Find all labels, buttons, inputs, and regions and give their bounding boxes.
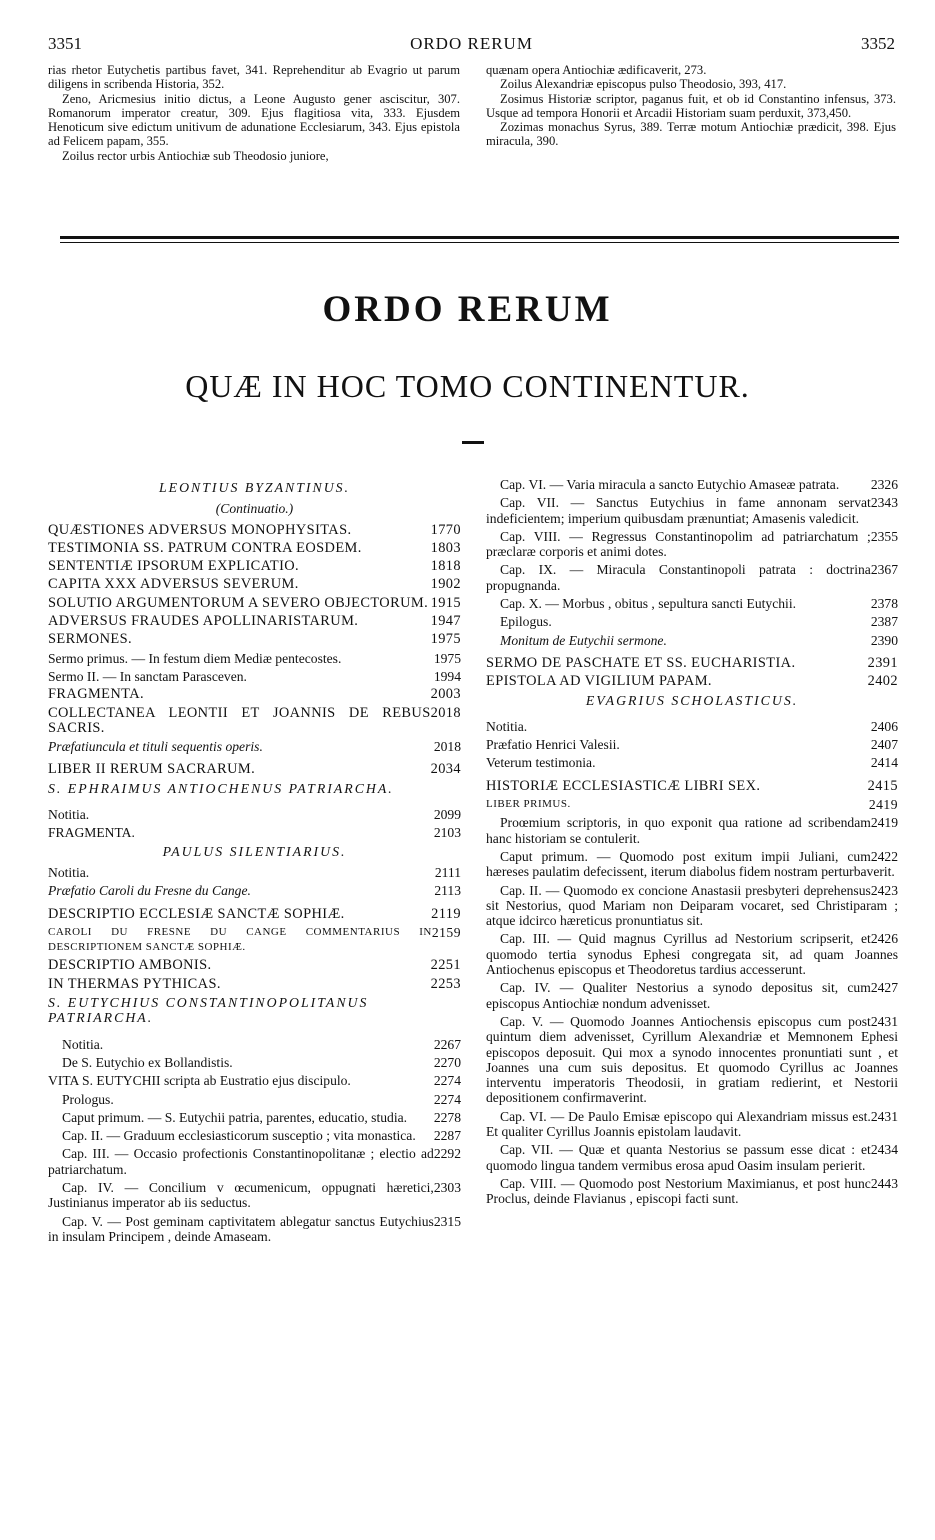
- toc-entry-title: Cap. III. — Quid magnus Cyrillus ad Nestorium scripserit, et quomodo tertia synodus Ephesi congregata sit, ad quam Joannes Antiochenus episcopus et Theodoretus tardius accesserunt.: [486, 931, 898, 978]
- page-title: ORDO RERUM: [322, 289, 613, 330]
- toc-entry: [486, 596, 898, 611]
- index-paragraph: Zosimus Historiæ scriptor, paganus fuit, et ob id Constantino infensus, 373. Usque ad tempora Honorii et Arcadii Historiam suam perduxit, 373,450.: [486, 91, 896, 120]
- toc-entry: [486, 1142, 898, 1173]
- toc-entry: [486, 562, 898, 593]
- toc-entry-title: Cap. X. — Morbus , obitus , sepultura sancti Eutychii.: [500, 596, 797, 612]
- toc-entry: [486, 815, 898, 846]
- section-heading-evagrius: EVAGRIUS SCHOLASTICUS.: [585, 692, 799, 708]
- toc-page-number: 2414: [870, 755, 898, 771]
- toc-entry-title: Cap. II. — Quomodo ex concione Anastasii presbyteri deprehensus sit Nestorius, quod Mariam non Deiparam vocaret, sed Christiparam ; atque idcirco hæreticus pronuntiatus sit.: [486, 882, 898, 929]
- toc-entry: [486, 1176, 898, 1207]
- toc-entry-title: DESCRIPTIO AMBONIS.: [48, 957, 212, 974]
- toc-page-number: 2419: [870, 815, 898, 831]
- toc-entry: [48, 669, 461, 684]
- toc-page-number: 2423: [870, 882, 898, 898]
- toc-page-number: 1975: [430, 631, 461, 648]
- toc-entry-title: Sermo II. — In sanctam Parasceven.: [48, 668, 247, 684]
- toc-entry-title: Præfatio Henrici Valesii.: [486, 737, 620, 753]
- toc-page-number: 2422: [870, 848, 898, 864]
- toc-page-number: 2426: [870, 931, 898, 947]
- leontius-sermo-entries: [48, 651, 461, 685]
- right-page-number: 3352: [861, 34, 895, 53]
- toc-entry-title: SOLUTIO ARGUMENTORUM A SEVERO OBJECTORUM.: [48, 594, 429, 611]
- eutychius-entries: [48, 1037, 461, 1071]
- toc-page-number: 1994: [433, 668, 461, 684]
- toc-entry: [486, 883, 898, 929]
- toc-entry: [48, 523, 461, 538]
- eutychius-chapter-entries: [48, 1110, 461, 1244]
- toc-entry: [486, 980, 898, 1011]
- toc-page-number: 1803: [430, 539, 461, 556]
- toc-entry-title: Cap. VII. — Quæ et quanta Nestorius se passum esse dicat : et quomodo lingua tandem vermibus erosa apud Oasim insulam perierit.: [486, 1142, 871, 1173]
- toc-entry: [48, 807, 461, 822]
- toc-entry-title: TESTIMONIA SS. PATRUM CONTRA EOSDEM.: [48, 539, 362, 556]
- toc-page-number: 2003: [430, 686, 461, 703]
- toc-page-number: 2427: [870, 980, 898, 996]
- toc-page-number: 2287: [433, 1128, 461, 1144]
- toc-page-number: 2343: [870, 495, 898, 511]
- toc-entry-title: Cap. IV. — Concilium v œcumenicum, oppugnati hæretici, Justinianus imperator ab iis seductus.: [48, 1179, 434, 1211]
- toc-entry-title: IN THERMAS PYTHICAS.: [48, 975, 221, 992]
- running-head: [48, 34, 895, 54]
- toc-entry: [48, 559, 461, 574]
- toc-page-number: 2434: [870, 1142, 898, 1158]
- toc-entry-title: FRAGMENTA.: [48, 825, 135, 841]
- toc-entry: 2111 Notitia.: [48, 864, 461, 880]
- toc-page-number: 2018: [430, 704, 461, 721]
- title-dash-divider: [462, 441, 484, 444]
- toc-page-number: 2251: [430, 957, 461, 974]
- toc-entry: [486, 529, 898, 560]
- toc-entry: [486, 737, 898, 752]
- toc-entry-title: Cap. V. — Post geminam captivitatem ablegatur sanctus Eutychius in insulam Principem , deinde Amaseam.: [48, 1213, 434, 1244]
- toc-entry: [48, 1128, 461, 1143]
- toc-page-number: 2407: [870, 737, 898, 753]
- toc-entry: [48, 1146, 461, 1177]
- toc-entry-title: Cap. IX. — Miracula Constantinopoli patrata : doctrina propugnanda.: [486, 562, 871, 593]
- toc-page-number: 2253: [430, 975, 461, 992]
- toc-entry: [48, 541, 461, 556]
- toc-entry: [48, 632, 461, 647]
- toc-entry: [486, 1109, 898, 1140]
- toc-page-number: 2367: [870, 562, 898, 578]
- toc-entry-title: Cap. VII. — Sanctus Eutychius in fame annonam servat indeficientem; imperium quibusdam prænuntiat; Amasenis valedicit.: [486, 495, 871, 526]
- toc-entry-title: CAPITA XXX ADVERSUS SEVERUM.: [48, 576, 299, 593]
- index-paragraph: Zeno, Aricmesius initio dictus, a Leone Augusto gener asciscitur, 307. Romanorum imperator creatur, 309. Ejus flagitiosa vita, 333. Ejusdem Henoticum sive edictum unitivum de adunatione Ecclesiarum, 343. Ejus epistola ad Felicem papam, 355.: [48, 91, 460, 149]
- toc-entry: 2034 LIBER II RERUM SACRARUM.: [48, 761, 461, 778]
- toc-entry-title: Notitia.: [486, 718, 528, 734]
- toc-entry: [48, 1214, 461, 1245]
- toc-page-number: 2355: [870, 528, 898, 544]
- evagrius-chapter-entries: [486, 815, 898, 1206]
- paulus-entries: [48, 958, 461, 992]
- toc-entry: [48, 651, 461, 666]
- toc-entry: 2391 SERMO DE PASCHATE ET SS. EUCHARISTIA.: [486, 654, 898, 671]
- toc-page-number: 2431: [870, 1013, 898, 1029]
- toc-entry: [48, 596, 461, 611]
- toc-entry-title: QUÆSTIONES ADVERSUS MONOPHYSITAS.: [48, 521, 352, 538]
- toc-entry-title: Cap. II. — Graduum ecclesiasticorum susceptio ; vita monastica.: [62, 1128, 416, 1144]
- toc-entry: [48, 1055, 461, 1070]
- toc-entry-title: Notitia.: [62, 1036, 104, 1052]
- toc-entry: 2415 HISTORIÆ ECCLESIASTICÆ LIBRI SEX.: [486, 777, 898, 794]
- toc-page-number: 2315: [433, 1213, 461, 1229]
- toc-entry-title: FRAGMENTA.: [48, 686, 144, 703]
- toc-entry: [48, 687, 461, 702]
- toc-entry: [486, 719, 898, 734]
- toc-entry: [486, 931, 898, 977]
- leontius-fragment-entries: [48, 687, 461, 736]
- toc-entry: 2402 EPISTOLA AD VIGILIUM PAPAM.: [486, 673, 898, 690]
- evagrius-entries: [486, 719, 898, 771]
- toc-entry: [48, 958, 461, 973]
- section-heading-leontius: LEONTIUS BYZANTINUS.: [158, 480, 351, 495]
- toc-page-number: 1770: [430, 521, 461, 538]
- toc-page-number: 2443: [870, 1175, 898, 1191]
- toc-entry-title: SERMONES.: [48, 631, 132, 648]
- toc-entry-title: ADVERSUS FRAUDES APOLLINARISTARUM.: [48, 613, 359, 630]
- toc-entry-title: SENTENTIÆ IPSORUM EXPLICATIO.: [48, 558, 300, 575]
- toc-entry-title: Cap. V. — Quomodo Joannes Antiochensis episcopus cum post quintum diem advenisset, Cyrillum Alexandriæ et Memnonem Ephesi episcopos deposuit. Qui mox a synodo innocentes pronuntiati sunt , et Joannes una cum suis depositus. Et quomodo Cyrillus ac Joannes interventu imperatoris Theodosii, in gratiam redierint, et Nestorii depositionem confirmaverint.: [486, 1013, 898, 1106]
- index-paragraph: Zoilus Alexandriæ episcopus pulso Theodosio, 393, 417.: [500, 77, 787, 92]
- toc-entry-title: Veterum testimonia.: [486, 755, 596, 771]
- toc-entry-title: Cap. VIII. — Regressus Constantinopolim ad patriarchatum ; præclaræ corporis et animi dotes.: [486, 528, 871, 560]
- toc-entry: 2387 Epilogus.: [500, 614, 898, 630]
- toc-entry-title: COLLECTANEA LEONTII ET JOANNIS DE REBUS SACRIS.: [48, 704, 431, 736]
- toc-page-number: 2326: [870, 477, 898, 492]
- index-paragraph: rias rhetor Eutychetis partibus favet, 341. Reprehenditur ab Evagrio ut parum diligens in scribenda Historia, 352.: [48, 63, 460, 92]
- toc-page-number: 2099: [433, 807, 461, 823]
- contents-right-column: [486, 477, 898, 1209]
- top-index-left: [48, 63, 460, 163]
- index-paragraph: Zoilus rector urbis Antiochiæ sub Theodosio juniore,: [62, 148, 329, 163]
- toc-entry: 2419 LIBER PRIMUS.: [486, 797, 898, 813]
- section-heading-eutychius: S. EUTYCHIUS CONSTANTINOPOLITANUS PATRIARCHA.: [48, 995, 369, 1026]
- toc-entry-title: Caput primum. — S. Eutychii patria, parentes, educatio, studia.: [62, 1109, 408, 1125]
- toc-entry-title: Proœmium scriptoris, in quo exponit qua ratione ad scribendam hanc historiam se contulerit.: [486, 815, 871, 846]
- toc-page-number: 2431: [870, 1108, 898, 1124]
- toc-entry: 2159 CAROLI DU FRESNE DU CANGE COMMENTARIUS IN DESCRIPTIONEM SANCTÆ SOPHIÆ.: [48, 924, 461, 954]
- leontius-entries: [48, 523, 461, 648]
- toc-entry: 2018 Præfatiuncula et tituli sequentis operis.: [48, 739, 461, 755]
- toc-entry: [48, 1110, 461, 1125]
- contents-left-column: [48, 477, 461, 1247]
- toc-entry: [48, 1037, 461, 1052]
- section-heading-paulus: PAULUS SILENTIARIUS.: [162, 843, 347, 859]
- toc-entry: [486, 755, 898, 770]
- toc-page-number: 1902: [430, 576, 461, 593]
- toc-entry: 2390 Monitum de Eutychii sermone.: [500, 632, 898, 648]
- eutychius-chapter-entries: [486, 477, 898, 611]
- section-heading-ephraimus: S. EPHRAIMUS ANTIOCHENUS PATRIARCHA.: [48, 780, 394, 796]
- toc-page-number: 2103: [433, 825, 461, 841]
- toc-entry: [48, 825, 461, 840]
- toc-page-number: 2378: [870, 596, 898, 612]
- index-paragraph: Zozimas monachus Syrus, 389. Terræ motum Antiochiæ prædicit, 398. Ejus miracula, 390.: [486, 120, 896, 149]
- toc-page-number: 2303: [433, 1179, 461, 1195]
- toc-entry-title: De S. Eutychio ex Bollandistis.: [62, 1054, 233, 1070]
- top-index-right: [486, 63, 896, 149]
- running-title: ORDO RERUM: [410, 34, 533, 53]
- toc-entry: [48, 614, 461, 629]
- toc-entry-title: Caput primum. — Quomodo post exitum impii Juliani, cum hæreses paulatim defecissent, iterum diabolus fidem nostram perturbaverit.: [486, 848, 895, 880]
- toc-entry: [486, 849, 898, 880]
- toc-entry-title: Cap. VIII. — Quomodo post Nestorium Maximianus, et post hunc Proclus, deinde Flavianus , episcopi facti sunt.: [486, 1175, 871, 1207]
- left-page-number: 3351: [48, 34, 82, 53]
- toc-entry: [48, 977, 461, 992]
- toc-page-number: 2292: [433, 1146, 461, 1162]
- double-rule-divider: [60, 236, 899, 246]
- toc-entry: 2113 Præfatio Caroli du Fresne du Cange.: [48, 883, 461, 899]
- page-subtitle: QUÆ IN HOC TOMO CONTINENTUR.: [185, 368, 750, 404]
- toc-entry: 2119 DESCRIPTIO ECCLESIÆ SANCTÆ SOPHIÆ.: [48, 905, 461, 922]
- toc-entry: [486, 1014, 898, 1106]
- toc-entry-title: Sermo primus. — In festum diem Mediæ pentecostes.: [48, 650, 342, 666]
- toc-entry: [48, 1180, 461, 1211]
- toc-entry-title: Cap. VI. — De Paulo Emisæ episcopo qui Alexandriam missus est. Et qualiter Cyrillus Joannis epistolam laudavit.: [486, 1108, 871, 1139]
- toc-entry: [486, 477, 898, 492]
- ephraimus-entries: [48, 807, 461, 841]
- toc-page-number: 1975: [433, 650, 461, 666]
- toc-entry-title: Cap. VI. — Varia miracula a sancto Eutychio Amaseæ patrata.: [500, 477, 840, 492]
- continuatio-note: (Continuatio.): [215, 501, 294, 517]
- toc-entry: [48, 577, 461, 592]
- toc-page-number: 2278: [433, 1109, 461, 1125]
- toc-page-number: 2270: [433, 1054, 461, 1070]
- toc-page-number: 1818: [430, 558, 461, 575]
- toc-entry: [48, 706, 461, 737]
- toc-entry-title: Cap. III. — Occasio profectionis Constantinopolitanæ ; electio ad patriarchatum.: [48, 1146, 434, 1177]
- toc-page-number: 1947: [430, 613, 461, 630]
- toc-entry-title: Cap. IV. — Qualiter Nestorius a synodo depositus sit, cum episcopus Antiochiæ nondum advenisset.: [486, 980, 871, 1011]
- toc-entry-title: Notitia.: [48, 807, 90, 823]
- toc-entry: 2274 Prologus.: [62, 1091, 461, 1107]
- toc-page-number: 1915: [430, 594, 461, 611]
- toc-page-number: 2267: [433, 1036, 461, 1052]
- index-paragraph: quænam opera Antiochiæ ædificaverit, 273.: [486, 63, 707, 77]
- toc-entry: 2274 VITA S. EUTYCHII scripta ab Eustratio ejus discipulo.: [48, 1073, 461, 1089]
- toc-entry: [486, 495, 898, 526]
- toc-page-number: 2406: [870, 718, 898, 734]
